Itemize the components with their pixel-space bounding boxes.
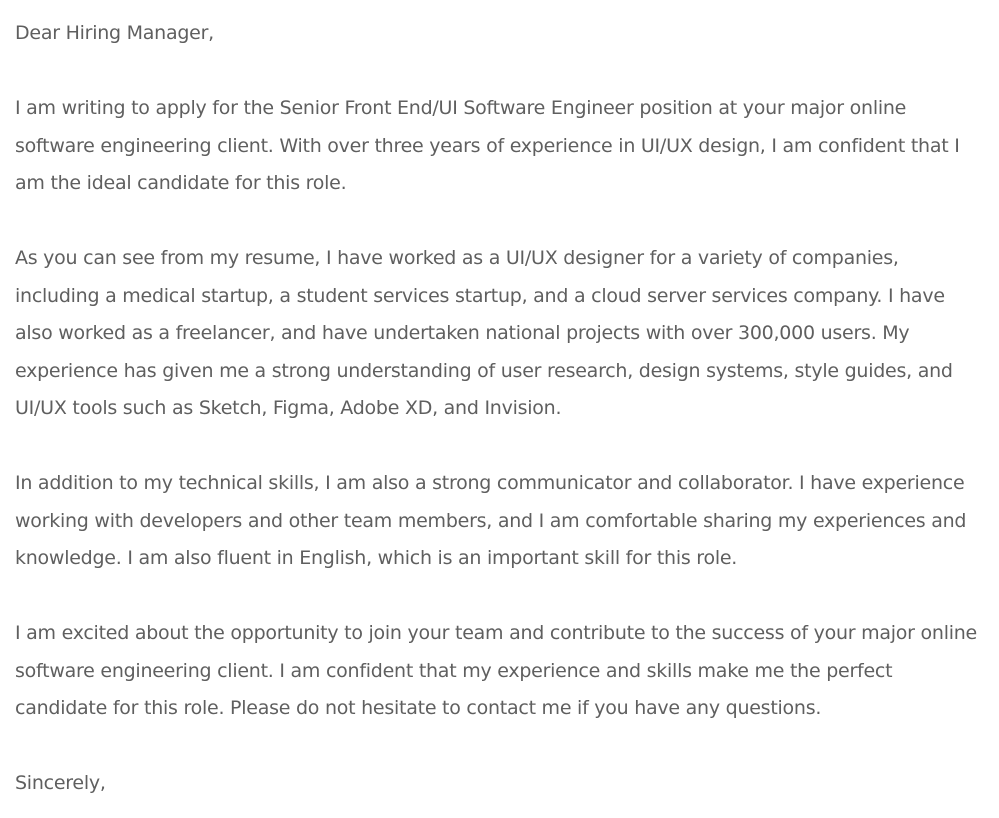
letter-greeting: Dear Hiring Manager, <box>15 22 214 44</box>
letter-paragraph-skills: In addition to my technical skills, I am also a strong communicator and collaborator. I have experience working with developers and other team members, and I am comfortable sharing my experiences and knowledge. I am also fluent in English, which is an important skill for this role. <box>15 472 967 569</box>
letter-closing: Sincerely, <box>15 772 106 794</box>
letter-paragraph-experience: As you can see from my resume, I have worked as a UI/UX designer for a variety of companies, including a medical startup, a student services startup, and a cloud server services company. I have also worked as a freelancer, and have undertaken national projects with over 300,000 users. My experience has given me a strong understanding of user research, design systems, style guides, and UI/UX tools such as Sketch, Figma, Adobe XD, and Invision. <box>15 247 953 419</box>
letter-paragraph-intro: I am writing to apply for the Senior Front End/UI Software Engineer position at your major online software engineering client. With over three years of experience in UI/UX design, I am confident that I am the ideal candidate for this role. <box>15 97 960 194</box>
letter-paragraph-conclusion: I am excited about the opportunity to join your team and contribute to the success of your major online software engineering client. I am confident that my experience and skills make me the perfect candidate for this role. Please do not hesitate to contact me if you have any questions. <box>15 622 977 719</box>
